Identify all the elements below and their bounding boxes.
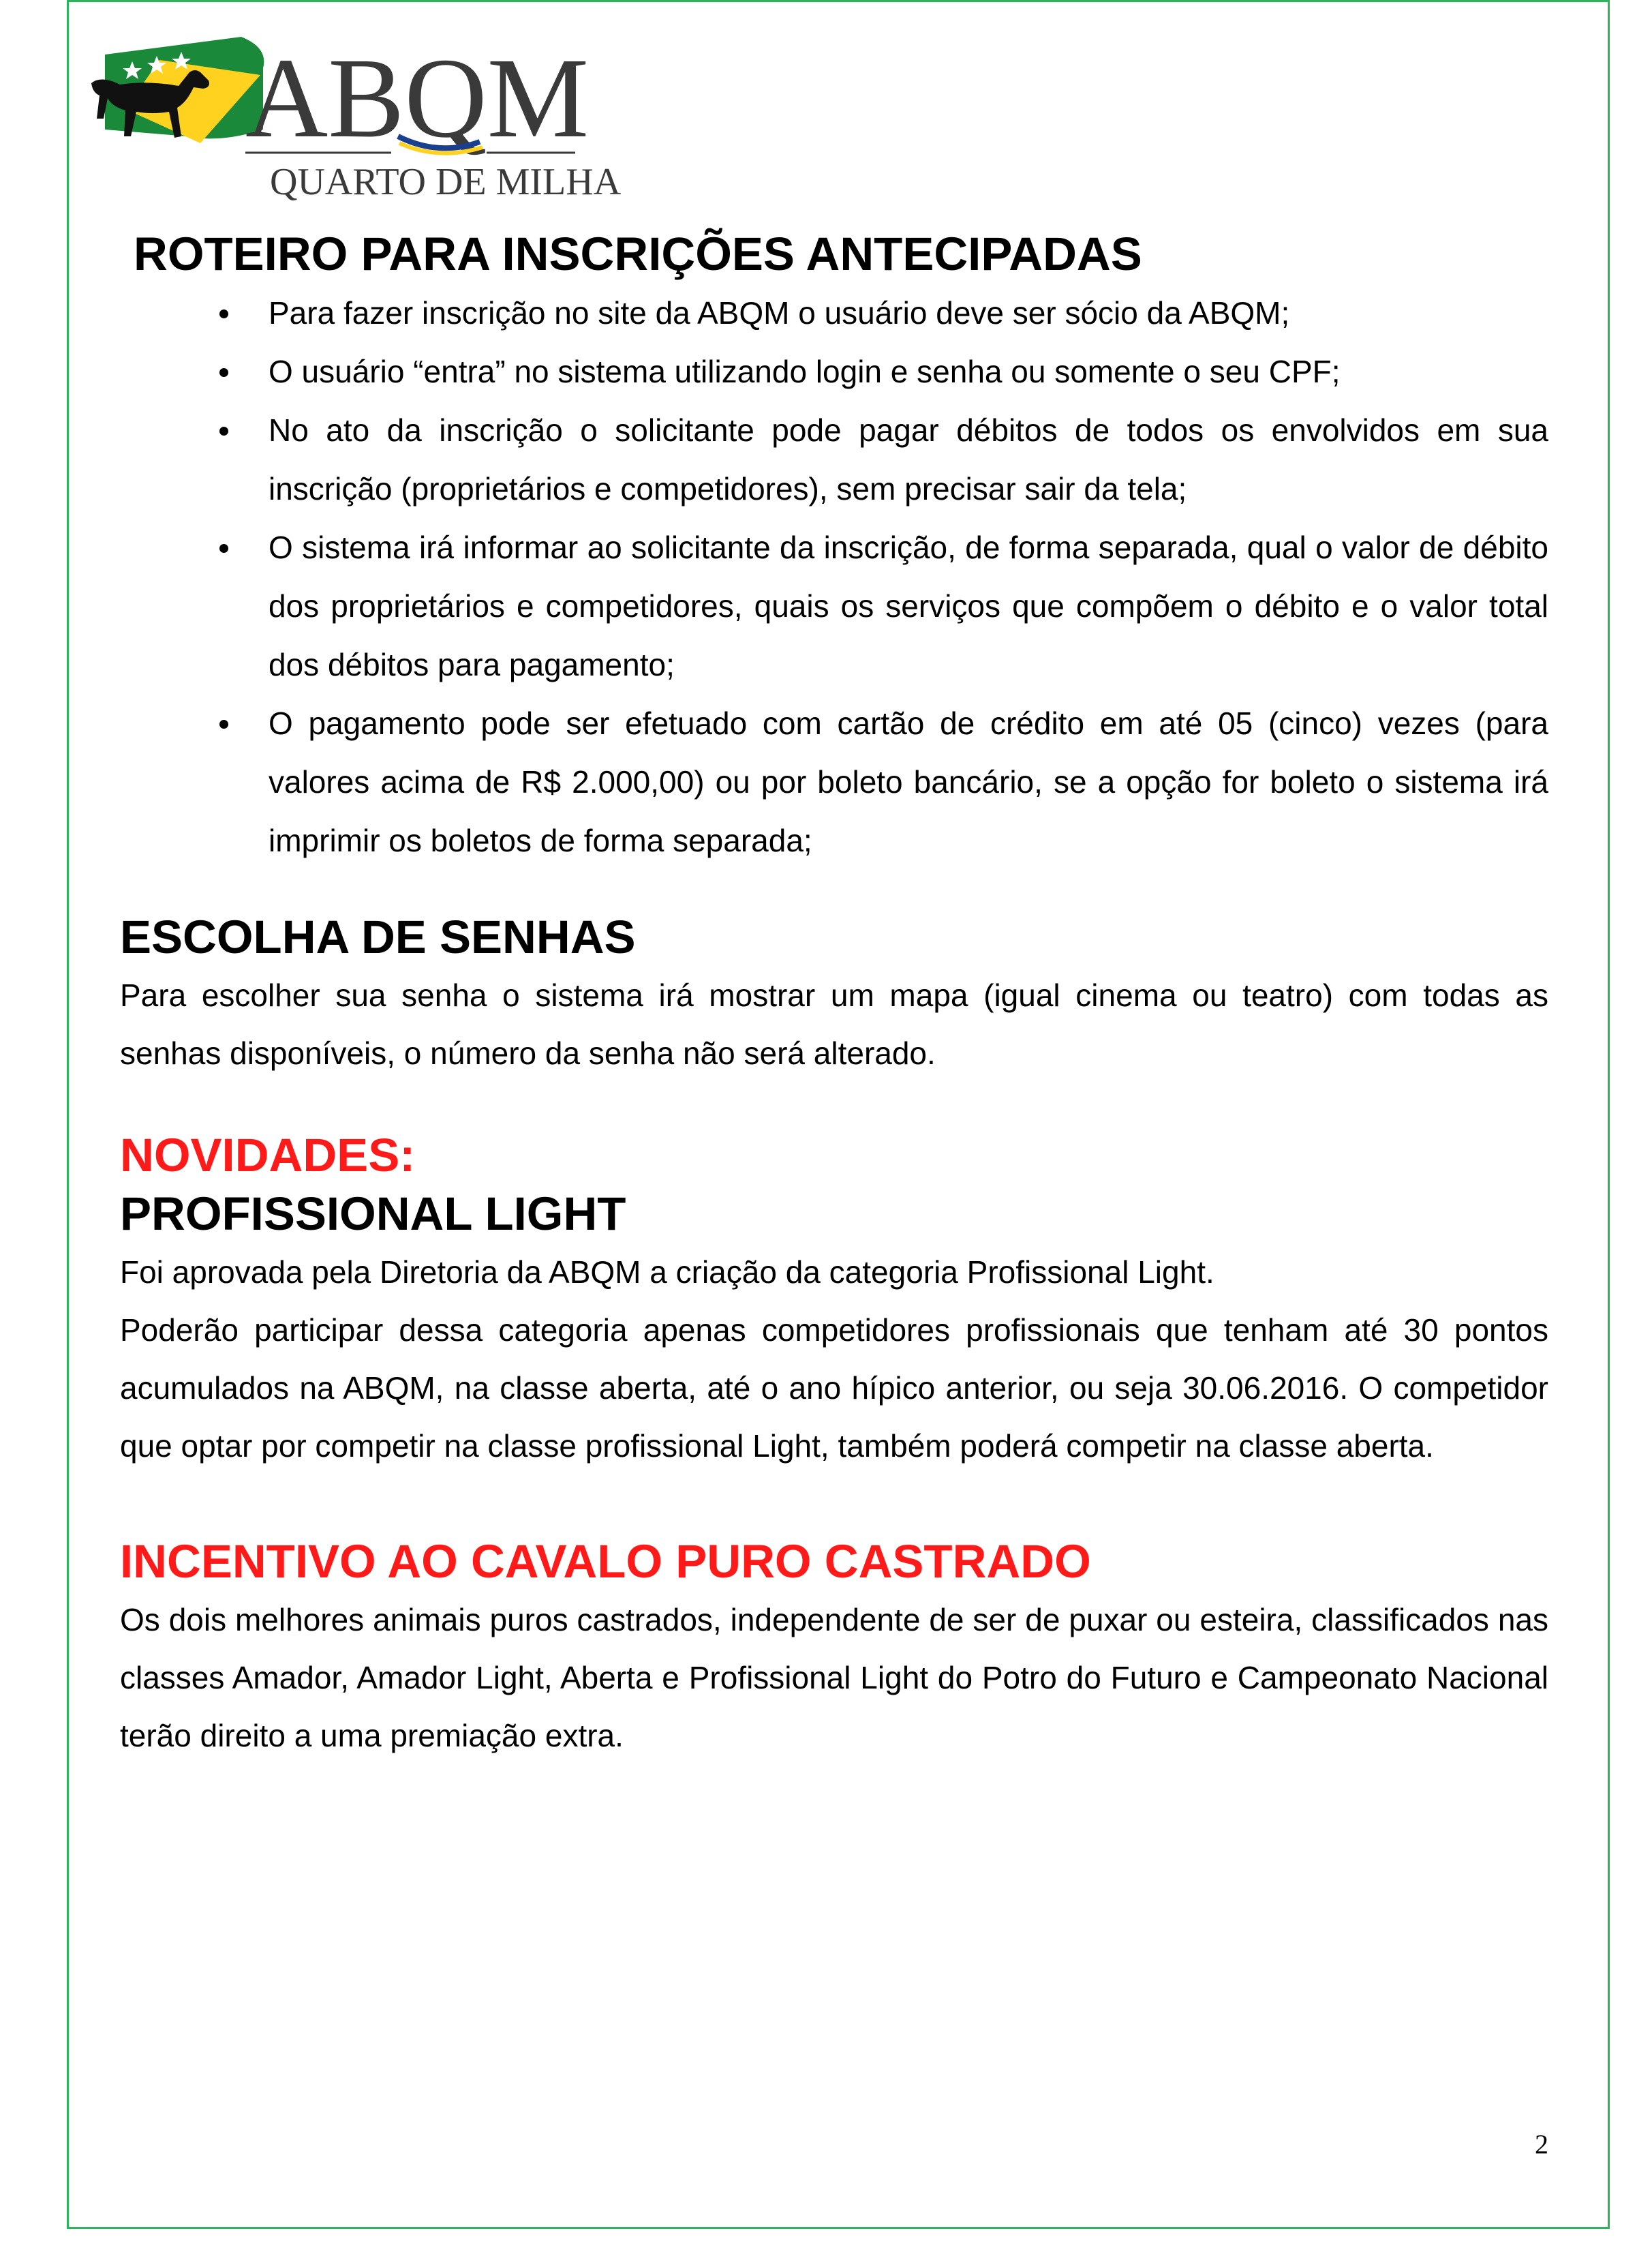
document-body [120,225,1548,1765]
bullet-icon [219,720,228,729]
incentivo-heading: INCENTIVO AO CAVALO PURO CASTRADO [120,1535,1091,1588]
list-item: O sistema irá informar ao solicitante da inscrição, de forma separada, qual o valor de débito dos proprietários e competidores, quais os serviços que compõem o débito e o valor total dos débitos para pagamento; [120,518,1548,694]
bullet-icon [219,368,228,377]
list-item: O usuário “entra” no sistema utilizando login e senha ou somente o seu CPF; [120,342,1548,401]
senhas-paragraph: Para escolher sua senha o sistema irá mostrar um mapa (igual cinema ou teatro) com todas as senhas disponíveis, o número da senha não será alterado. [120,978,1548,1071]
profissional-light-heading: PROFISSIONAL LIGHT [120,1187,626,1240]
bullet-icon [219,427,228,436]
roteiro-list [120,284,1548,870]
senhas-heading: ESCOLHA DE SENHAS [120,911,636,963]
logo-subtitle: QUARTO DE MILHA [270,161,622,203]
bullet-icon [219,544,228,553]
novidades-paragraph: Foi aprovada pela Diretoria da ABQM a criação da categoria Profissional Light. [120,1254,1214,1290]
novidades-paragraph: Poderão participar dessa categoria apenas competidores profissionais que tenham até 30 pontos acumulados na ABQM, na classe aberta, até o ano hípico anterior, ou seja 30.06.2016. O competidor que optar por competir na classe profissional Light, também poderá competir na classe aberta. [120,1312,1548,1464]
list-item: O pagamento pode ser efetuado com cartão de crédito em até 05 (cinco) vezes (para valores acima de R$ 2.000,00) ou por boleto bancário, se a opção for boleto o sistema irá imprimir os boletos de forma separada; [120,694,1548,870]
abqm-logo [85,27,622,206]
logo-wordmark: ABQM [245,35,590,162]
novidades-label: NOVIDADES: [120,1129,416,1181]
roteiro-heading: ROTEIRO PARA INSCRIÇÕES ANTECIPADAS [134,228,1142,280]
list-item: Para fazer inscrição no site da ABQM o usuário deve ser sócio da ABQM; [120,284,1548,342]
list-item: No ato da inscrição o solicitante pode pagar débitos de todos os envolvidos em sua inscrição (proprietários e competidores), sem precisar sair da tela; [120,401,1548,518]
page-number: 2 [1535,2129,1548,2160]
bullet-icon [219,309,228,318]
incentivo-paragraph: Os dois melhores animais puros castrados, independente de ser de puxar ou esteira, classificados nas classes Amador, Amador Light, Aberta e Profissional Light do Potro do Futuro e Campeonato Nacional terão direito a uma premiação extra. [120,1602,1548,1753]
